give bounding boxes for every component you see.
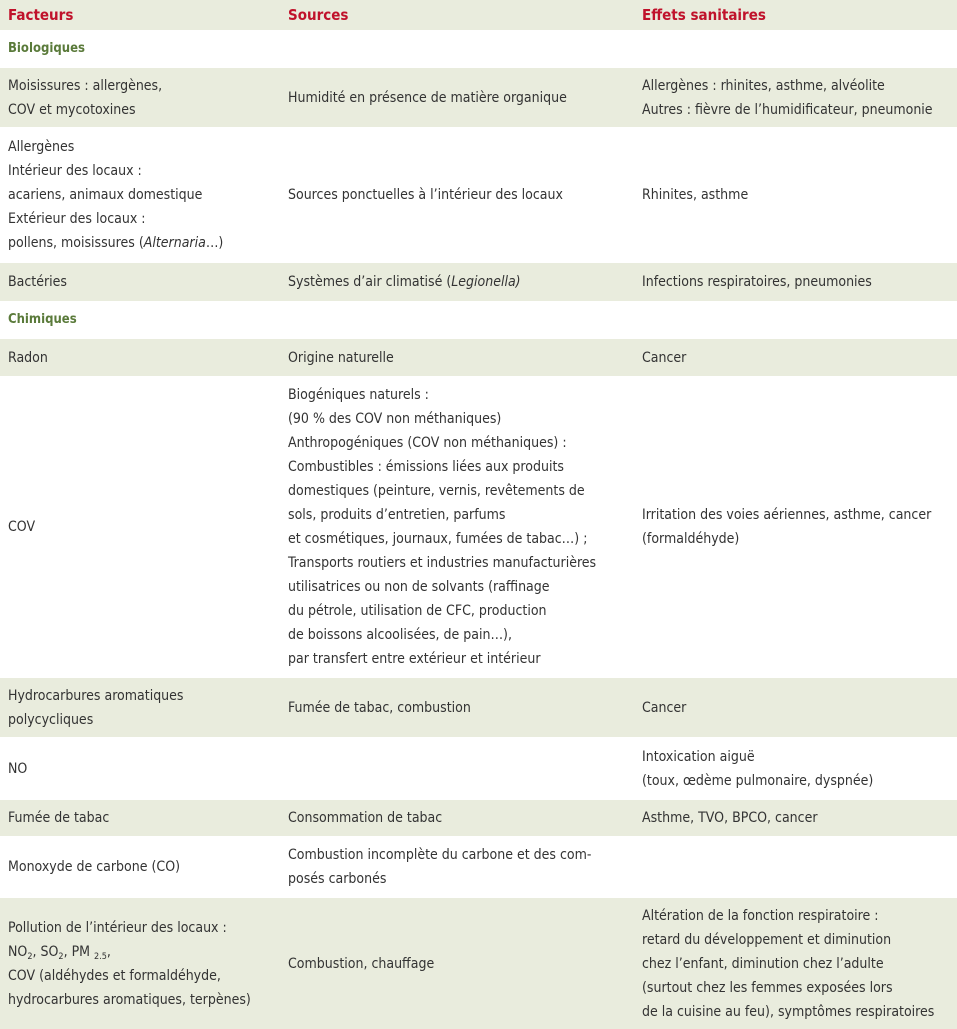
factor-cell: COV: [8, 519, 36, 535]
table-row: [0, 376, 957, 678]
effect-cell: Intoxication aiguë (toux, œdème pulmonaire, dyspnée): [642, 748, 874, 789]
source-cell: Origine naturelle: [288, 349, 394, 366]
table-row: [0, 339, 957, 376]
effect-cell: Cancer: [642, 349, 687, 366]
header-effets: Effets sanitaires: [642, 6, 766, 24]
table-row: [0, 678, 957, 737]
factor-cell: Hydrocarbures aromatiques polycycliques: [8, 687, 184, 728]
factor-cell: Monoxyde de carbone (CO): [8, 859, 181, 875]
source-cell: Fumée de tabac, combustion: [288, 699, 471, 716]
factor-cell: Bactéries: [8, 274, 67, 290]
effect-cell: Asthme, TVO, BPCO, cancer: [642, 810, 818, 826]
factor-cell: Fumée de tabac: [8, 810, 110, 826]
source-cell: Combustion, chauffage: [288, 955, 435, 972]
effect-cell: Cancer: [642, 699, 687, 716]
table-row: [0, 127, 957, 263]
factor-cell: Moisissures : allergènes, COV et mycotoxines: [8, 77, 163, 118]
source-cell: Systèmes d’air climatisé (Legionella): [288, 274, 521, 290]
factor-cell: Radon: [8, 349, 48, 366]
effect-cell: Altération de la fonction respiratoire : retard du développement et diminution chez l’enfant, diminution chez l’adulte (surtout chez les femmes exposées lors de la cuisine au feu), symptômes respiratoires: [642, 907, 935, 1020]
source-cell: Humidité en présence de matière organique: [288, 89, 567, 106]
factor-cell: NO: [8, 760, 28, 777]
table-header: [0, 0, 957, 30]
table-row: [0, 800, 957, 836]
table-row: [0, 68, 957, 127]
header-facteurs: Facteurs: [8, 6, 74, 24]
category-label: Biologiques: [8, 41, 85, 56]
factor-cell: Pollution de l’intérieur des locaux : $NO_2$, $SO_2$, PM $_{2.5}$, COV (aldéhydes et formaldéhyde, hydrocarbures aromatiques, terpènes): [8, 919, 251, 1008]
effect-cell: Rhinites, asthme: [642, 187, 749, 203]
effect-cell: Infections respiratoires, pneumonies: [642, 274, 872, 290]
factor-cell: Allergènes Intérieur des locaux : acariens, animaux domestique Extérieur des locaux : pollens, moisissures (Alternaria…): [8, 139, 224, 251]
table-row: [0, 836, 957, 898]
category-label: Chimiques: [8, 312, 77, 327]
table-row: [0, 737, 957, 800]
source-cell: Biogéniques naturels : (90 % des COV non méthaniques) Anthropogéniques (COV non méthaniques) : Combustibles : émissions liées aux produits domestiques (peinture, vernis, revêtements de sols, produits d’entretien, parfums et cosmétiques, journaux, fumées de tabac…) ; Transports routiers et industries manufacturières utilisatrices ou non de solvants (raffinage du pétrole, utilisation de CFC, production de boissons alcoolisées, de pain…), par transfert entre extérieur et intérieur: [288, 387, 597, 667]
source-cell: Combustion incomplète du carbone et des com- posés carbonés: [288, 847, 592, 887]
source-cell: Consommation de tabac: [288, 810, 443, 826]
effect-cell: Irritation des voies aériennes, asthme, cancer (formaldéhyde): [642, 507, 932, 547]
header-sources: Sources: [288, 6, 349, 24]
category-row-biologiques: [0, 30, 957, 68]
table-row: [0, 263, 957, 301]
table-row: [0, 898, 957, 1029]
source-cell: Sources ponctuelles à l’intérieur des locaux: [288, 187, 563, 203]
effect-cell: Allergènes : rhinites, asthme, alvéolite Autres : fièvre de l’humidificateur, pneumonie: [642, 77, 933, 118]
category-row-chimiques: [0, 301, 957, 339]
